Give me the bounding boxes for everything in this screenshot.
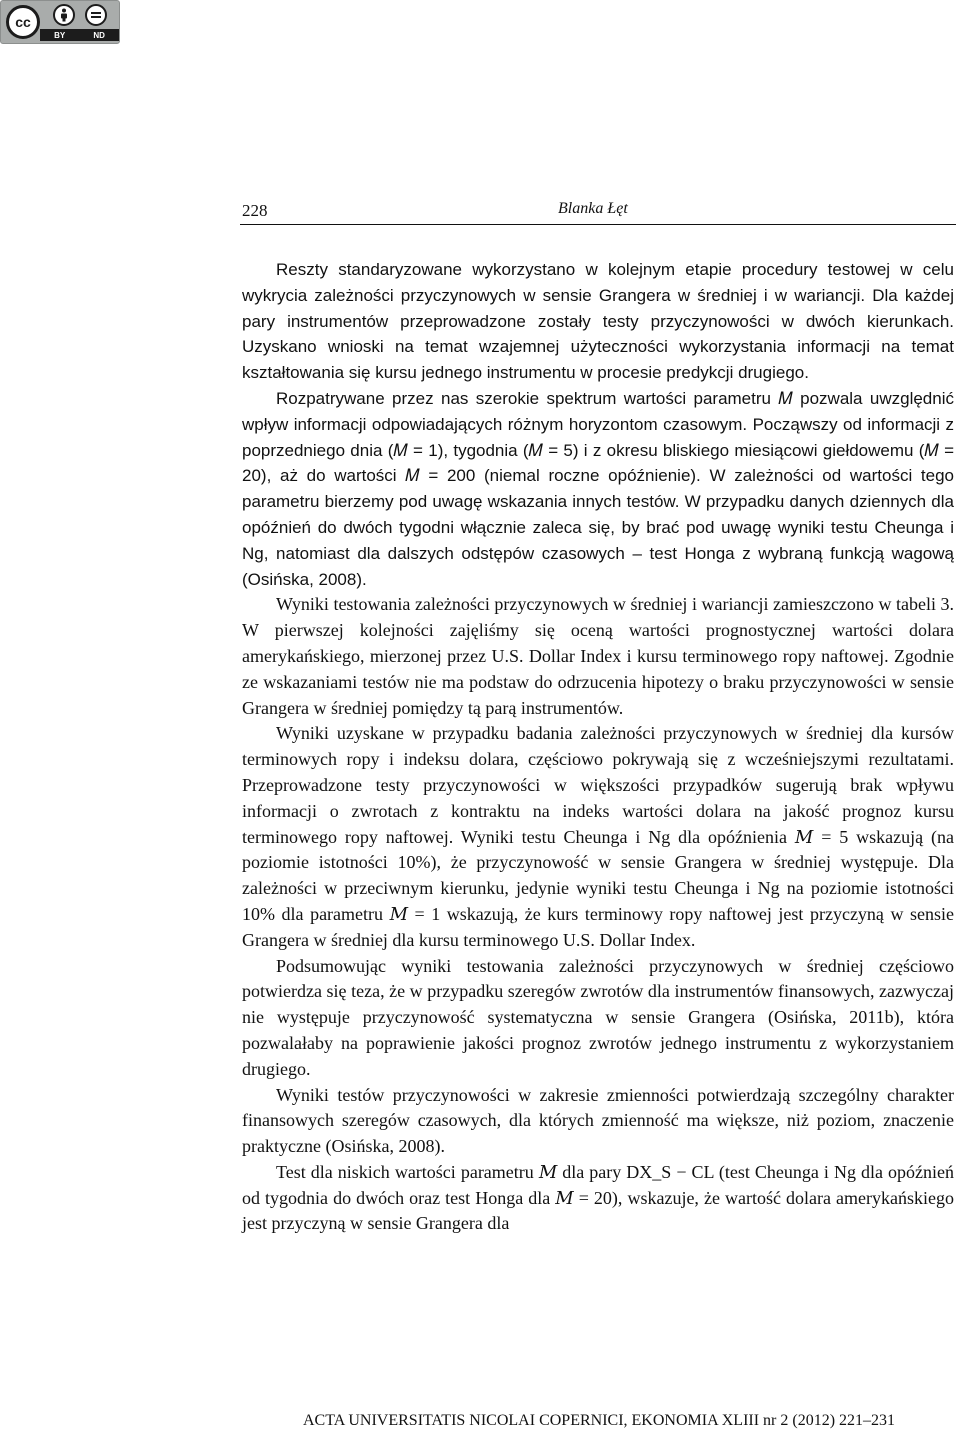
cc-label-by: BY	[54, 30, 66, 40]
paragraph: Test dla niskich wartości parametru 𝑀 dla pary DX_S − CL (test Cheunga i Ng dla opóźnień od tygodnia do dwóch oraz test Honga dla 𝑀 = 20), wskazuje, że wartość dolara amerykańskiego jest przyczyną w sensie Grangera dla	[242, 1161, 954, 1234]
paragraph: Wyniki uzyskane w przypadku badania zależności przyczynowych w średniej dla kursów terminowych ropy i indeksu dolara, częściowo pokrywają się z wcześniejszymi rezultatami. Przeprowadzone testy przyczynowości w większości przypadków sugerują brak wpływu informacji o zwrotach z kontraktu na indeks wartości dolara na jakość prognoz kursu terminowego ropy naftowej. Wyniki testu Cheunga i Ng dla opóźnienia 𝑀 = 5 wskazują (na poziomie istotności 10%), że przyczynowość w sensie Grangera w średniej występuje. Dla zależności w przeciwnym kierunku, jedynie wyniki testu Cheunga i Ng na poziomie istotności 10% dla parametru 𝑀 = 1 wskazują, że kurs terminowy ropy naftowej jest przyczyną w sensie Grangera w średniej dla kursu terminowego U.S. Dollar Index.	[242, 723, 954, 950]
paragraph: Wyniki testów przyczynowości w zakresie zmienności potwierdzają szczególny charakter finansowych szeregów czasowych, dla których zmienność ma większe, niż poziom, znaczenie praktyczne (Osińska, 2008).	[242, 1084, 954, 1157]
attribution-icon	[53, 4, 75, 26]
paragraph: Reszty standaryzowane wykorzystano w kolejnym etapie procedury testowej w celu wykrycia zależności przyczynowych w sensie Grangera w średniej i w wariancji. Dla każdej pary instrumentów przeprowadzone zostały testy przyczynowości w dwóch kierunkach. Uzyskano wnioski na temat wzajemnej użyteczności wykorzystania informacji na temat kształtowania się kursu jednego instrumentu w procesie predykcji drugiego.	[242, 260, 954, 383]
journal-footer: ACTA UNIVERSITATIS NICOLAI COPERNICI, EKONOMIA XLIII nr 2 (2012) 221–231	[302, 1412, 896, 1429]
page-header	[240, 200, 956, 225]
cc-license-badge[interactable]	[0, 0, 120, 44]
paragraph: Rozpatrywane przez nas szerokie spektrum wartości parametru 𝑀 pozwala uwzględnić wpływ informacji odpowiadających różnym horyzontom czasowym. Począwszy od informacji z poprzedniego dnia (𝑀 = 1), tygodnia (𝑀 = 5) i z okresu bliskiego miesiącowi giełdowemu (𝑀 = 20), aż do wartości 𝑀 = 200 (niemal roczne opóźnienie). W zależności od wartości tego parametru bierzemy pod uwagę wskazania innych testów. W przypadku danych dziennych dla opóźnień do dwóch tygodni włącznie zaleca się, by brać pod uwagę wyniki testu Cheunga i Ng, natomiast dla dalszych odstępów czasowych – test Honga z wybraną funkcją wagową (Osińska, 2008).	[242, 388, 954, 589]
body-text	[242, 257, 954, 1237]
running-title: Blanka Łęt	[558, 200, 628, 217]
paragraph: Wyniki testowania zależności przyczynowych w średniej i wariancji zamieszczono w tabeli 3. W pierwszej kolejności zajęliśmy się oceną wartości prognostycznej wartości dolara amerykańskiego, mierzonej przez U.S. Dollar Index i kursu terminowego ropy naftowej. Zgodnie ze wskazaniami testów nie ma podstaw do odrzucenia hipotezy o braku przyczynowości w sensie Grangera w średniej pomiędzy tą parą instrumentów.	[242, 594, 954, 718]
cc-icon-row	[53, 4, 107, 26]
page-number: 228	[242, 201, 268, 220]
cc-label-bar	[40, 29, 119, 41]
cc-label-nd: ND	[93, 30, 105, 40]
no-derivatives-icon	[85, 4, 107, 26]
paragraph: Podsumowując wyniki testowania zależności przyczynowych w średniej częściowo potwierdza się teza, że w przypadku szeregów zwrotów dla instrumentów finansowych, zazwyczaj nie występuje przyczynowość systematyczna w sensie Grangera (Osińska, 2011b), która pozwalałaby na poprawienie jakości prognoz zwrotów jednego instrumentu z wykorzystaniem drugiego.	[242, 955, 954, 1079]
cc-license-terms	[40, 1, 119, 43]
creative-commons-icon	[6, 5, 40, 39]
cc-logo-text: cc	[15, 14, 31, 30]
